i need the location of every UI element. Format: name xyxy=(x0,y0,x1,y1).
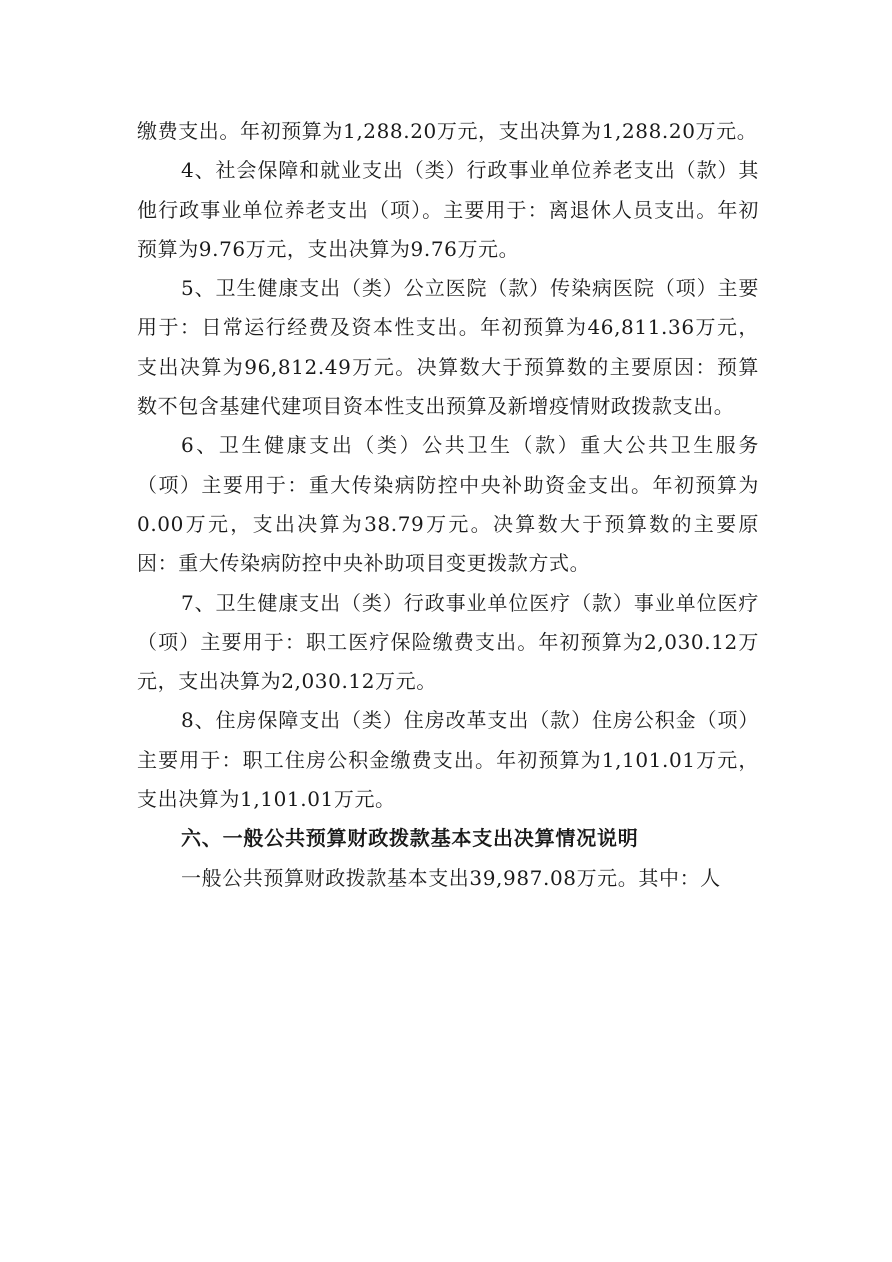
section-heading: 六、一般公共预算财政拨款基本支出决算情况说明 xyxy=(181,826,639,851)
document-body xyxy=(137,112,759,898)
paragraph-continuation: 缴费支出。年初预算为1,288.20万元，支出决算为1,288.20万元。 xyxy=(137,119,758,143)
paragraph-item-8: 8、住房保障支出（类）住房改革支出（款）住房公积金（项）主要用于：职工住房公积金缴费支出。年初预算为1,101.01万元，支出决算为1,101.01万元。 xyxy=(137,708,759,812)
paragraph-item-6: 6、卫生健康支出（类）公共卫生（款）重大公共卫生服务（项）主要用于：重大传染病防控中央补助资金支出。年初预算为0.00万元，支出决算为38.79万元。决算数大于预算数的主要原因：重大传染病防控中央补助项目变更拨款方式。 xyxy=(137,433,759,576)
paragraph-item-7: 7、卫生健康支出（类）行政事业单位医疗（款）事业单位医疗（项）主要用于：职工医疗保险缴费支出。年初预算为2,030.12万元，支出决算为2,030.12万元。 xyxy=(137,590,759,694)
paragraph-basic-expenditure: 一般公共预算财政拨款基本支出39,987.08万元。其中：人 xyxy=(181,865,721,890)
paragraph-item-4: 4、社会保障和就业支出（类）行政事业单位养老支出（款）其他行政事业单位养老支出（项）。主要用于：离退休人员支出。年初预算为9.76万元，支出决算为9.76万元。 xyxy=(137,158,759,261)
paragraph-item-5: 5、卫生健康支出（类）公立医院（款）传染病医院（项）主要用于：日常运行经费及资本性支出。年初预算为46,811.36万元，支出决算为96,812.49万元。决算数大于预算数的主要原因：预算数不包含基建代建项目资本性支出预算及新增疫情财政拨款支出。 xyxy=(137,276,759,419)
